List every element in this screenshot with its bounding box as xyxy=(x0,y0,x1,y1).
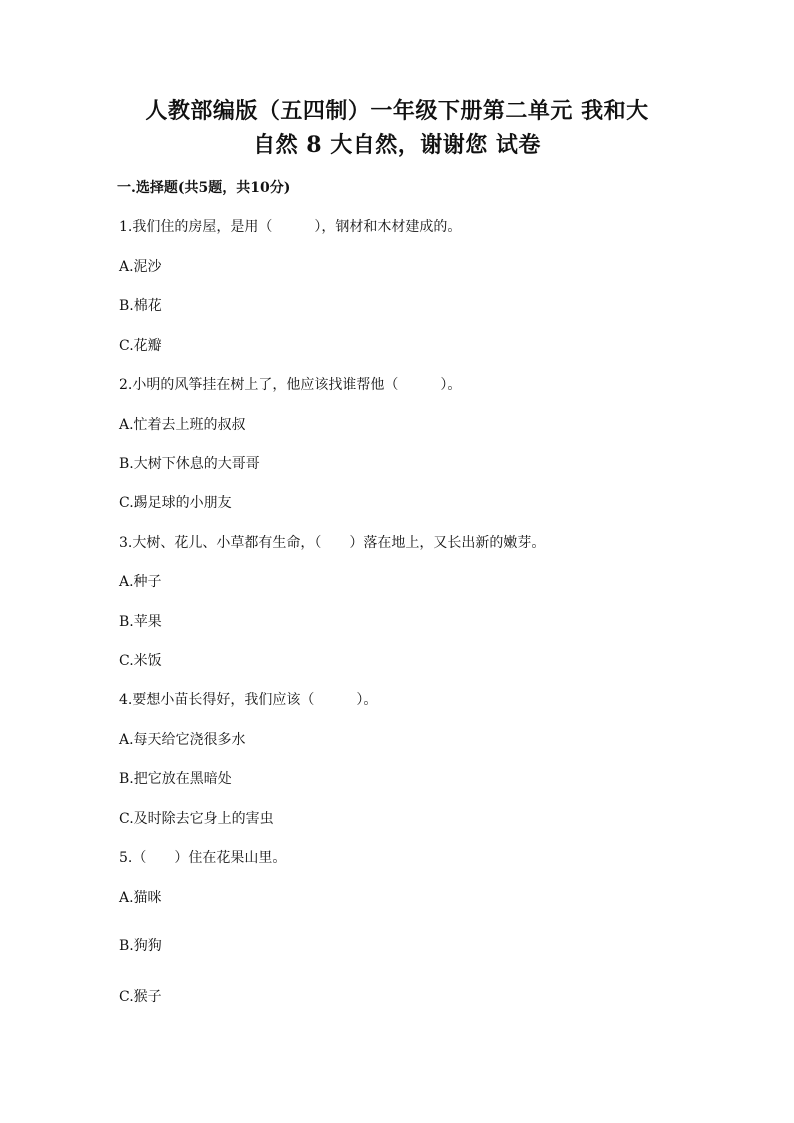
question-4-option-a: A.每天给它浇很多水 xyxy=(119,732,246,748)
question-5-option-b: B.狗狗 xyxy=(119,938,162,954)
question-1-option-a: A.泥沙 xyxy=(119,259,162,275)
question-1-option-b: B.棉花 xyxy=(119,298,162,314)
section-heading: 一.选择题(共5题，共10分) xyxy=(117,180,291,196)
question-5-stem: 5.（ ）住在花果山里。 xyxy=(119,850,287,866)
question-3-stem: 3.大树、花儿、小草都有生命，（ ）落在地上，又长出新的嫩芽。 xyxy=(119,535,546,551)
question-5-option-a: A.猫咪 xyxy=(119,890,162,906)
question-1-option-c: C.花瓣 xyxy=(119,338,162,354)
question-1-stem: 1.我们住的房屋，是用（ ），钢材和木材建成的。 xyxy=(119,219,462,235)
question-2-option-a: A.忙着去上班的叔叔 xyxy=(119,417,246,433)
question-4-option-c: C.及时除去它身上的害虫 xyxy=(119,811,274,827)
question-4-stem: 4.要想小苗长得好，我们应该（ ）。 xyxy=(119,692,378,708)
question-2-option-c: C.踢足球的小朋友 xyxy=(119,495,232,511)
question-2-stem: 2.小明的风筝挂在树上了，他应该找谁帮他（ ）。 xyxy=(119,377,462,393)
question-3-option-a: A.种子 xyxy=(119,574,162,590)
question-2-option-b: B.大树下休息的大哥哥 xyxy=(119,456,260,472)
question-3-option-b: B.苹果 xyxy=(119,614,162,630)
question-3-option-c: C.米饭 xyxy=(119,653,162,669)
question-4-option-b: B.把它放在黑暗处 xyxy=(119,771,232,787)
page-title-line-1: 人教部编版（五四制）一年级下册第二单元 我和大 xyxy=(145,98,649,124)
page-title-line-2: 自然 8 大自然，谢谢您 试卷 xyxy=(253,132,541,158)
question-5-option-c: C.猴子 xyxy=(119,989,162,1005)
